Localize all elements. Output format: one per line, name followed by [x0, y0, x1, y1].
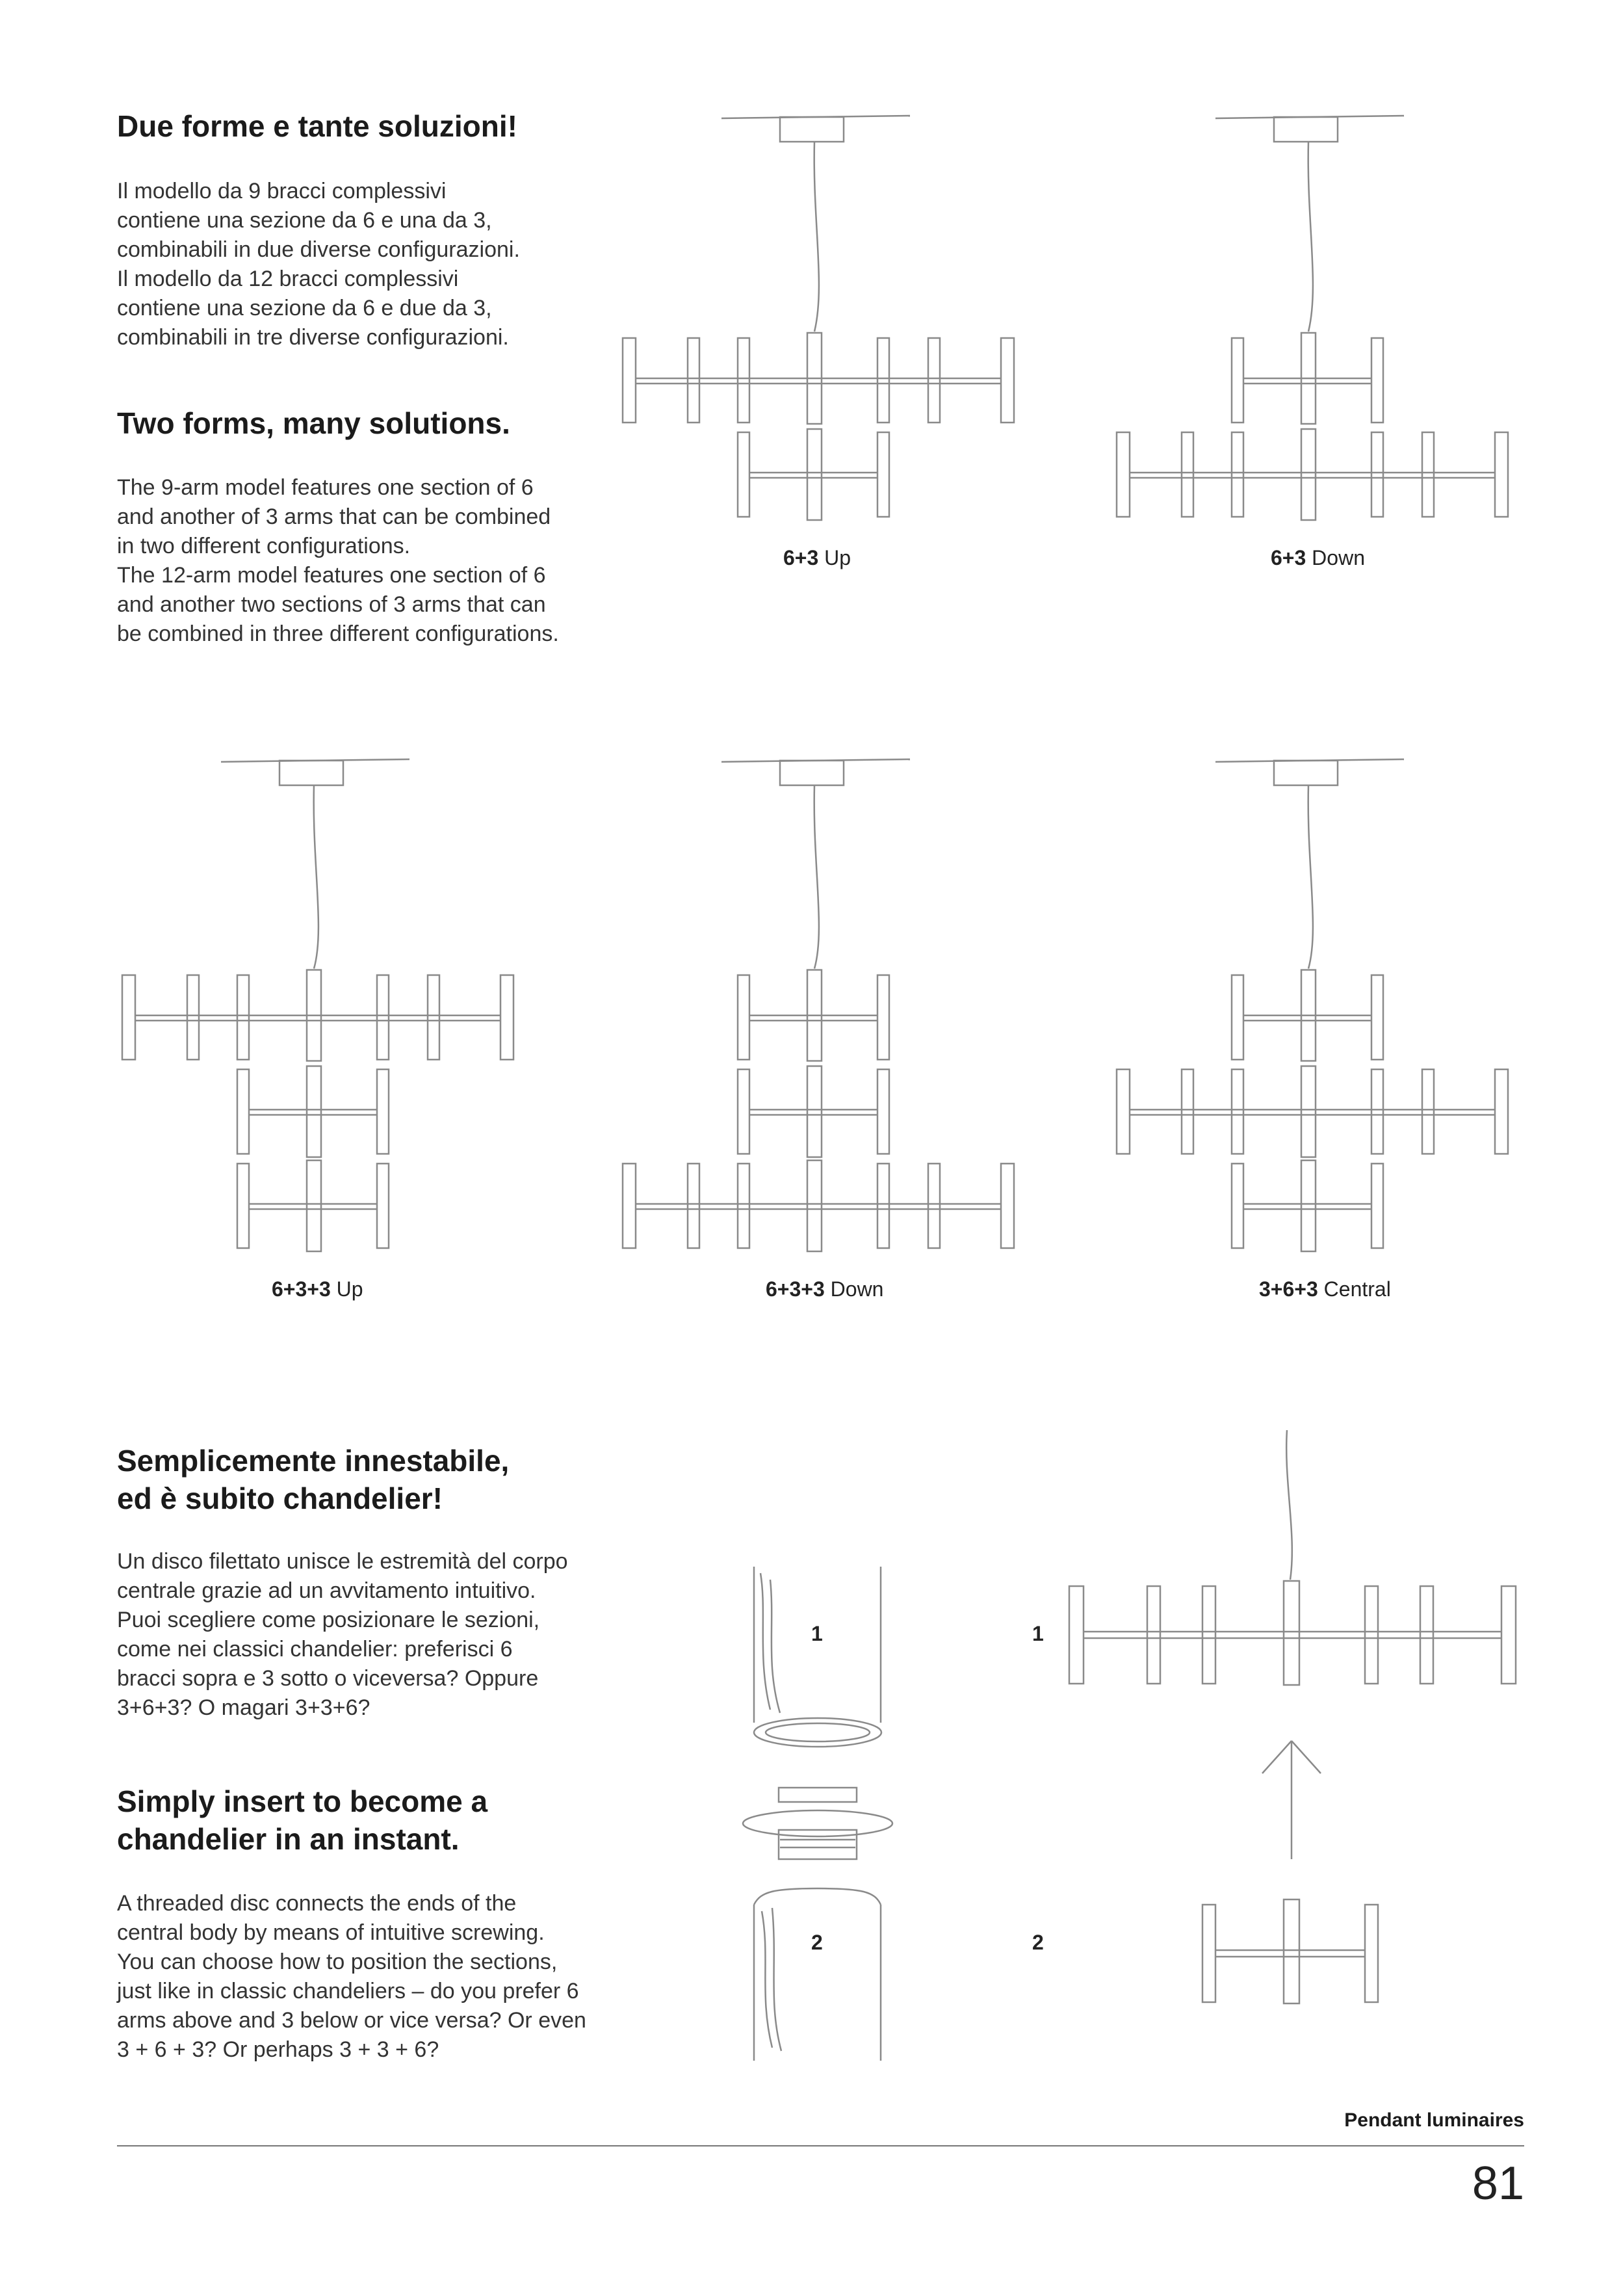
text-line: just like in classic chandeliers – do you prefer 6	[117, 1979, 579, 2003]
caption-label: Down	[830, 1277, 884, 1301]
text-line: bracci sopra e 3 sotto o viceversa? Oppure	[117, 1666, 539, 1691]
text-line: come nei classici chandelier: preferisci 6	[117, 1637, 513, 1662]
body-en-forms	[117, 473, 650, 649]
text-line: Un disco filettato unisce le estremità del corpo	[117, 1549, 568, 1574]
text-line: central body by means of intuitive screwing.	[117, 1920, 545, 1945]
text-line: You can choose how to position the sections,	[117, 1950, 558, 1974]
title-line: Simply insert to become a	[117, 1784, 488, 1818]
body-en-insert	[117, 1889, 663, 2065]
body-it-forms	[117, 177, 637, 352]
text-line: in two different configurations.	[117, 534, 411, 558]
chandelier-sketch-6-3-3-down	[611, 748, 1027, 1268]
text-line: and another two sections of 3 arms that can	[117, 592, 546, 617]
tube-assembly-sketch	[734, 1515, 903, 2074]
text-line: 3+6+3? O magari 3+3+6?	[117, 1695, 370, 1720]
assembly-label-2-left: 2	[811, 1931, 823, 1954]
text-line: and another of 3 arms that can be combined	[117, 504, 551, 529]
page-number: 81	[1472, 2158, 1524, 2210]
caption-6-3-up	[783, 546, 851, 570]
caption-label: Central	[1323, 1277, 1391, 1301]
text-line: combinabili in tre diverse configurazioni.	[117, 325, 509, 350]
section-joining-sketch	[1059, 1430, 1527, 2015]
caption-bold: 6+3	[1271, 546, 1306, 569]
caption-bold: 6+3+3	[766, 1277, 825, 1301]
chandelier-sketch-6-3-up	[611, 104, 1027, 533]
caption-bold: 6+3+3	[272, 1277, 331, 1301]
caption-label: Up	[336, 1277, 363, 1301]
assembly-label-2-right: 2	[1032, 1931, 1044, 1954]
caption-6-3-3-down	[766, 1277, 883, 1301]
threaded-disc-sketch	[743, 1788, 892, 1859]
text-line: be combined in three different configurations.	[117, 621, 559, 646]
footer-category: Pendant luminaires	[1344, 2109, 1524, 2131]
footer-divider	[117, 2145, 1524, 2146]
caption-label: Up	[824, 546, 851, 569]
caption-6-3-down	[1271, 546, 1365, 570]
title-it-insert	[117, 1442, 509, 1517]
chandelier-sketch-3-6-3-central	[1105, 748, 1521, 1268]
assembly-label-1-left: 1	[811, 1622, 823, 1645]
caption-6-3-3-up	[272, 1277, 363, 1301]
text-line: combinabili in due diverse configurazioni.	[117, 237, 520, 262]
text-line: Puoi scegliere come posizionare le sezioni,	[117, 1608, 540, 1632]
text-line: Il modello da 9 bracci complessivi	[117, 179, 447, 203]
text-line: arms above and 3 below or vice versa? Or even	[117, 2008, 586, 2033]
assembly-label-1-right: 1	[1032, 1622, 1044, 1645]
arrow-up-icon	[1262, 1741, 1321, 1859]
text-line: A threaded disc connects the ends of the	[117, 1891, 517, 1916]
body-it-insert	[117, 1547, 650, 1723]
chandelier-sketch-6-3-down	[1105, 104, 1521, 533]
caption-3-6-3-central	[1259, 1277, 1391, 1301]
text-line: Il modello da 12 bracci complessivi	[117, 267, 459, 291]
text-line: contiene una sezione da 6 e due da 3,	[117, 296, 492, 320]
chandelier-sketch-6-3-3-up	[110, 748, 526, 1268]
title-line: Semplicemente innestabile,	[117, 1444, 510, 1478]
title-line: ed è subito chandelier!	[117, 1481, 443, 1515]
text-line: 3 + 6 + 3? Or perhaps 3 + 3 + 6?	[117, 2037, 439, 2062]
caption-label: Down	[1312, 546, 1365, 569]
title-line: chandelier in an instant.	[117, 1822, 460, 1856]
title-it-forms: Due forme e tante soluzioni!	[117, 109, 517, 143]
caption-bold: 3+6+3	[1259, 1277, 1318, 1301]
text-line: contiene una sezione da 6 e una da 3,	[117, 208, 492, 233]
title-en-forms: Two forms, many solutions.	[117, 406, 510, 440]
text-line: The 9-arm model features one section of 6	[117, 475, 534, 500]
text-line: The 12-arm model features one section of 6	[117, 563, 546, 588]
title-en-insert	[117, 1782, 487, 1858]
caption-bold: 6+3	[783, 546, 819, 569]
text-line: centrale grazie ad un avvitamento intuitivo.	[117, 1578, 536, 1603]
